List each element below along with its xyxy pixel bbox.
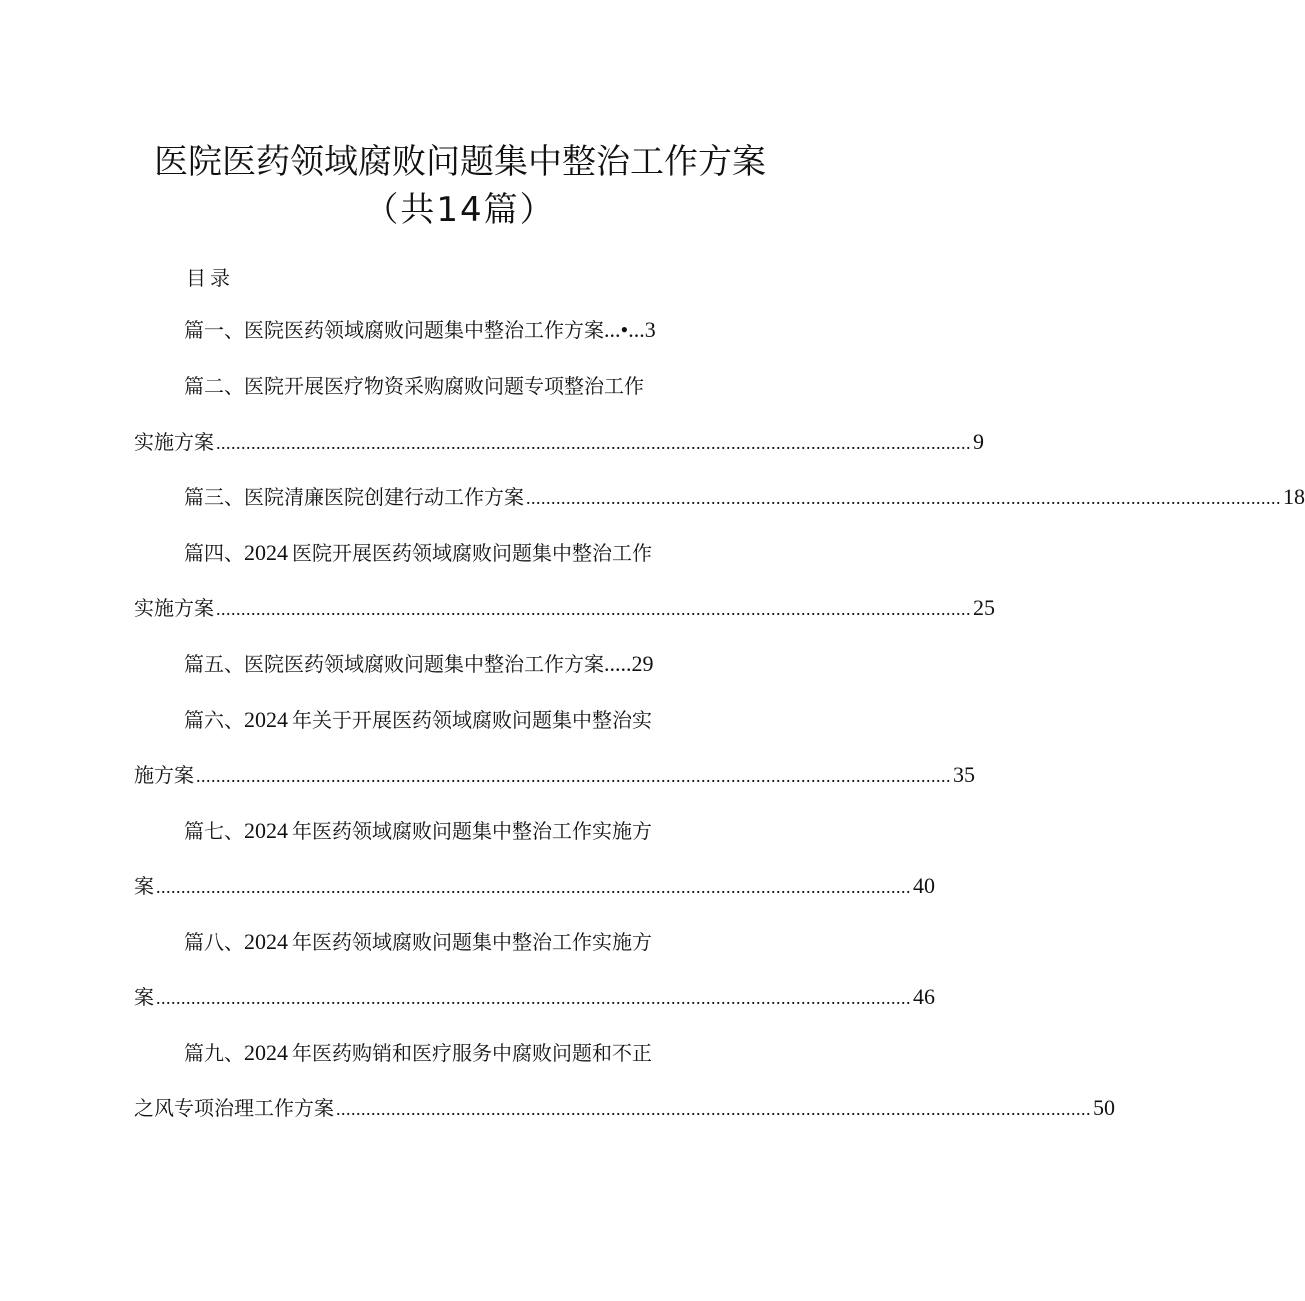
- toc-entry-8-prefix: 篇八、: [184, 930, 244, 954]
- toc-heading: 目录: [186, 266, 234, 290]
- toc-entry-6-line1[interactable]: [184, 706, 652, 734]
- toc-leader-dots: .......................................................................................................................................................: [196, 766, 951, 786]
- toc-entry-5-title: 篇五、医院医药领域腐败问题集中整治工作方案: [184, 652, 604, 676]
- toc-entry-5-tail: .....: [604, 651, 632, 676]
- document-title: 医院医药领域腐败问题集中整治工作方案: [154, 142, 766, 182]
- toc-entry-9-year: 2024: [244, 1040, 288, 1065]
- toc-leader-dots: .......................................................................................................................................................: [156, 877, 911, 897]
- toc-entry-8-title-cont: 案: [134, 985, 154, 1009]
- toc-entry-3[interactable]: [184, 483, 1305, 511]
- toc-entry-9-prefix: 篇九、: [184, 1041, 244, 1065]
- toc-entry-1-title: 篇一、医院医药领域腐败问题集中整治工作方案: [184, 318, 604, 342]
- toc-entry-7-prefix: 篇七、: [184, 819, 244, 843]
- toc-entry-7-page: 40: [913, 873, 935, 898]
- toc-entry-2-title-cont: 实施方案: [134, 430, 214, 454]
- toc-leader-dots: .......................................................................................................................................................: [526, 488, 1281, 508]
- toc-entry-5-page: 29: [631, 651, 654, 676]
- toc-entry-6-title-cont: 施方案: [134, 763, 194, 787]
- toc-entry-6-line2[interactable]: [134, 761, 975, 789]
- toc-entry-2-line1[interactable]: [184, 372, 644, 400]
- toc-entry-7-line2[interactable]: [134, 872, 935, 900]
- toc-entry-8-line2[interactable]: [134, 983, 935, 1011]
- toc-entry-8-page: 46: [913, 984, 935, 1009]
- toc-entry-6-title: 年关于开展医药领域腐败问题集中整治实: [292, 708, 652, 732]
- toc-entry-4-title: 医院开展医药领域腐败问题集中整治工作: [292, 541, 652, 565]
- toc-entry-1-page: 3: [644, 317, 656, 342]
- toc-entry-3-title: 篇三、医院清廉医院创建行动工作方案: [184, 485, 524, 509]
- toc-entry-2-page: 9: [973, 429, 984, 454]
- toc-entry-4-year: 2024: [244, 540, 288, 565]
- toc-entry-3-page: 18: [1283, 484, 1305, 509]
- toc-leader-dots: .......................................................................................................................................................: [156, 988, 911, 1008]
- toc-entry-4-page: 25: [973, 595, 995, 620]
- toc-leader-dots: .......................................................................................................................................................: [336, 1099, 1091, 1119]
- toc-entry-2-line2[interactable]: [134, 428, 984, 456]
- toc-entry-6-year: 2024: [244, 707, 288, 732]
- toc-entry-9-title: 年医药购销和医疗服务中腐败问题和不正: [292, 1041, 652, 1065]
- toc-entry-4-title-cont: 实施方案: [134, 596, 214, 620]
- document-subtitle: （共14篇）: [364, 190, 556, 230]
- toc-entry-5[interactable]: [184, 650, 654, 678]
- toc-entry-2-title: 篇二、医院开展医疗物资采购腐败问题专项整治工作: [184, 374, 644, 398]
- toc-entry-7-line1[interactable]: [184, 817, 652, 845]
- toc-entry-9-title-cont: 之风专项治理工作方案: [134, 1096, 334, 1120]
- toc-entry-6-prefix: 篇六、: [184, 708, 244, 732]
- toc-entry-8-line1[interactable]: [184, 928, 652, 956]
- toc-entry-4-prefix: 篇四、: [184, 541, 244, 565]
- toc-entry-4-line2[interactable]: [134, 594, 995, 622]
- toc-entry-8-year: 2024: [244, 929, 288, 954]
- toc-entry-6-page: 35: [953, 762, 975, 787]
- toc-entry-9-line2[interactable]: [134, 1094, 1115, 1122]
- toc-entry-1[interactable]: [184, 316, 656, 344]
- toc-entry-7-year: 2024: [244, 818, 288, 843]
- toc-entry-7-title: 年医药领域腐败问题集中整治工作实施方: [292, 819, 652, 843]
- toc-leader-dots: .......................................................................................................................................................: [216, 599, 971, 619]
- toc-leader-dots: .......................................................................................................................................................: [216, 433, 971, 453]
- toc-entry-4-line1[interactable]: [184, 539, 652, 567]
- toc-entry-7-title-cont: 案: [134, 874, 154, 898]
- toc-entry-8-title: 年医药领域腐败问题集中整治工作实施方: [292, 930, 652, 954]
- toc-entry-9-line1[interactable]: [184, 1039, 652, 1067]
- toc-entry-1-tail: ...•...: [604, 317, 645, 342]
- toc-entry-9-page: 50: [1093, 1095, 1115, 1120]
